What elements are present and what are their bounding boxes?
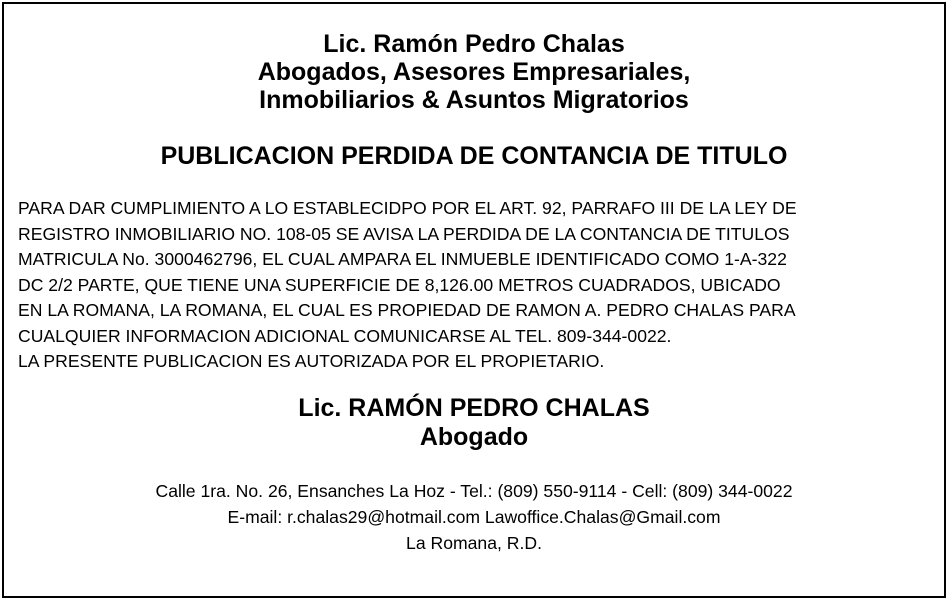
body-line: DC 2/2 PARTE, QUE TIENE UNA SUPERFICIE DE 8,126.00 METROS CUADRADOS, UBICADO bbox=[18, 274, 781, 295]
body-line: CUALQUIER INFORMACION ADICIONAL COMUNICARSE AL TEL. 809-344-0022. bbox=[18, 325, 672, 346]
firm-services-line-1: Abogados, Asesores Empresariales, bbox=[257, 58, 691, 86]
email-addresses: E-mail: r.chalas29@hotmail.com Lawoffice.Chalas@Gmail.com bbox=[227, 507, 721, 527]
signatory-name: Lic. RAMÓN PEDRO CHALAS bbox=[298, 394, 650, 422]
publication-title: PUBLICACION PERDIDA DE CONTANCIA DE TITULO bbox=[160, 142, 788, 170]
body-line: EN LA ROMANA, LA ROMANA, EL CUAL ES PROPIEDAD DE RAMON A. PEDRO CHALAS PARA bbox=[18, 300, 796, 320]
firm-name: Lic. Ramón Pedro Chalas bbox=[323, 30, 625, 58]
signatory-title: Abogado bbox=[419, 423, 529, 451]
letterhead bbox=[4, 30, 944, 114]
signature-block bbox=[4, 394, 944, 452]
city-country: La Romana, R.D. bbox=[406, 533, 542, 553]
body-line: LA PRESENTE PUBLICACION ES AUTORIZADA POR EL PROPIETARIO. bbox=[18, 351, 605, 371]
body-line: PARA DAR CUMPLIMIENTO A LO ESTABLECIDPO POR EL ART. 92, PARRAFO III DE LA LEY DE bbox=[18, 198, 797, 218]
address-phones: Calle 1ra. No. 26, Ensanches La Hoz - Tel.: (809) 550-9114 - Cell: (809) 344-0022 bbox=[155, 481, 793, 501]
contact-block bbox=[4, 478, 944, 556]
firm-services-line-2: Inmobiliarios & Asuntos Migratorios bbox=[259, 86, 689, 114]
notice-frame bbox=[2, 2, 946, 598]
body-line: REGISTRO INMOBILIARIO NO. 108-05 SE AVISA LA PERDIDA DE LA CONTANCIA DE TITULOS bbox=[18, 223, 790, 244]
notice-body bbox=[18, 196, 938, 375]
body-line: MATRICULA No. 3000462796, EL CUAL AMPARA EL INMUEBLE IDENTIFICADO COMO 1-A-322 bbox=[18, 249, 787, 269]
